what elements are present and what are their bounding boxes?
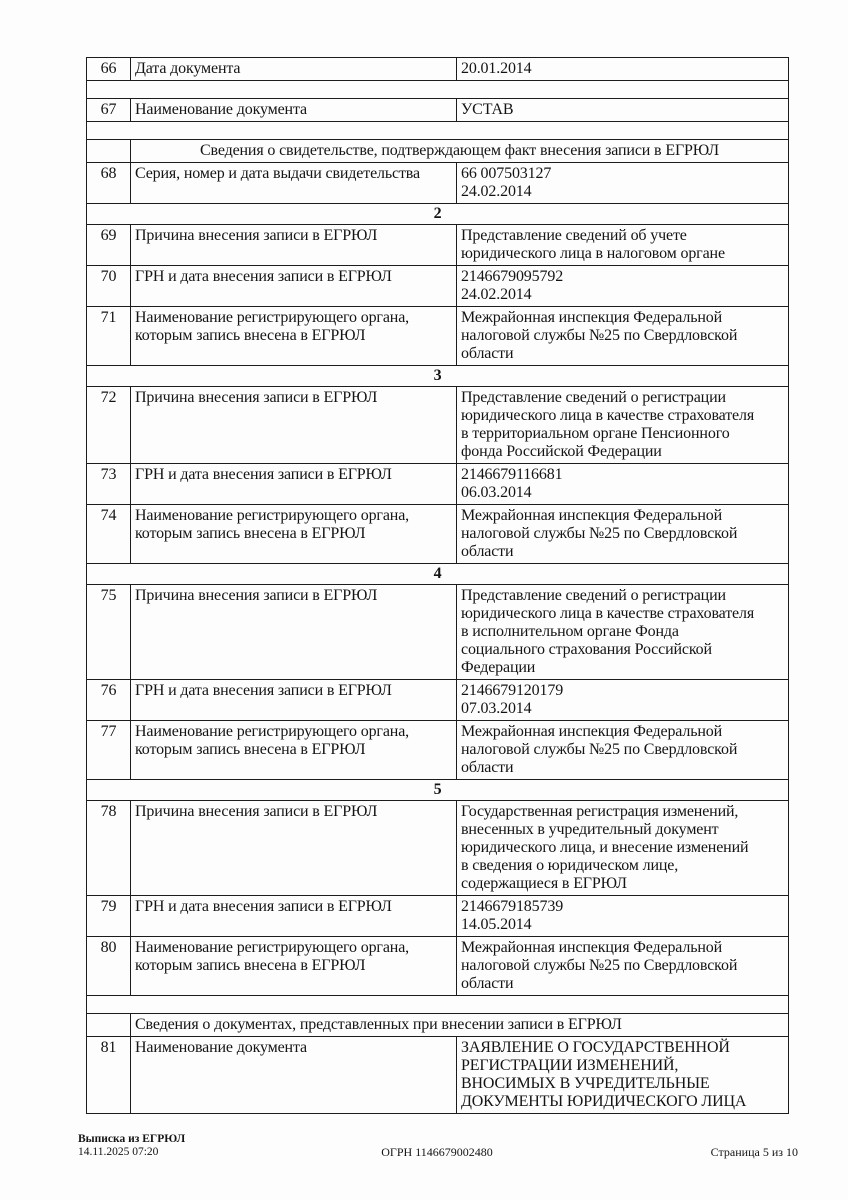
table-row	[87, 58, 789, 81]
field-value: 2146679185739 14.05.2014	[457, 896, 789, 937]
table-row	[87, 163, 789, 204]
row-number: 69	[87, 225, 131, 266]
group-number: 5	[87, 780, 789, 801]
table-row	[87, 464, 789, 505]
footer-ogrn: ОГРН 1146679002480	[381, 1145, 493, 1159]
field-label: Причина внесения записи в ЕГРЮЛ	[131, 585, 457, 680]
group-number: 3	[87, 366, 789, 387]
table-row	[87, 680, 789, 721]
field-value: Представление сведений о регистрации юридического лица в качестве страхователя в территориальном органе Пенсионного фонда Российской Федерации	[457, 387, 789, 464]
footer-page-indicator: Страница 5 из 10	[710, 1145, 798, 1159]
field-value: ЗАЯВЛЕНИЕ О ГОСУДАРСТВЕННОЙ РЕГИСТРАЦИИ ИЗМЕНЕНИЙ, ВНОСИМЫХ В УЧРЕДИТЕЛЬНЫЕ ДОКУМЕНТЫ ЮРИДИЧЕСКОГО ЛИЦА	[457, 1037, 789, 1114]
field-value: Государственная регистрация изменений, внесенных в учредительный документ юридического лица, и внесение изменений в сведения о юридическом лице, содержащиеся в ЕГРЮЛ	[457, 801, 789, 896]
field-label: Наименование документа	[131, 1037, 457, 1114]
section-header-row	[87, 140, 789, 163]
field-label: Причина внесения записи в ЕГРЮЛ	[131, 801, 457, 896]
field-label: ГРН и дата внесения записи в ЕГРЮЛ	[131, 896, 457, 937]
field-value: Межрайонная инспекция Федеральной налоговой службы №25 по Свердловской области	[457, 307, 789, 366]
field-label: Наименование регистрирующего органа, которым запись внесена в ЕГРЮЛ	[131, 721, 457, 780]
field-label: Дата документа	[131, 58, 457, 81]
field-label: Наименование регистрирующего органа, которым запись внесена в ЕГРЮЛ	[131, 505, 457, 564]
field-value: Межрайонная инспекция Федеральной налоговой службы №25 по Свердловской области	[457, 937, 789, 996]
row-number: 72	[87, 387, 131, 464]
table-row	[87, 225, 789, 266]
table-row	[87, 387, 789, 464]
row-number: 81	[87, 1037, 131, 1114]
spacer-row	[87, 81, 789, 99]
group-number: 2	[87, 204, 789, 225]
field-value: Межрайонная инспекция Федеральной налоговой службы №25 по Свердловской области	[457, 721, 789, 780]
footer-datetime: 14.11.2025 07:20	[78, 1145, 159, 1158]
spacer-cell	[87, 122, 789, 140]
field-label: Наименование регистрирующего органа, которым запись внесена в ЕГРЮЛ	[131, 937, 457, 996]
footer-doc-title: Выписка из ЕГРЮЛ	[78, 1133, 186, 1145]
table-row	[87, 307, 789, 366]
group-number-row	[87, 564, 789, 585]
field-value: 66 007503127 24.02.2014	[457, 163, 789, 204]
field-value: УСТАВ	[457, 99, 789, 122]
table-row	[87, 266, 789, 307]
table-row	[87, 937, 789, 996]
field-value: 2146679120179 07.03.2014	[457, 680, 789, 721]
field-value: 2146679095792 24.02.2014	[457, 266, 789, 307]
row-number: 78	[87, 801, 131, 896]
spacer-cell	[87, 996, 789, 1014]
field-label: Наименование документа	[131, 99, 457, 122]
field-value: 2146679116681 06.03.2014	[457, 464, 789, 505]
section-header: Сведения о свидетельстве, подтверждающем факт внесения записи в ЕГРЮЛ	[131, 140, 789, 163]
row-number: 75	[87, 585, 131, 680]
table-row	[87, 896, 789, 937]
spacer-cell	[87, 81, 789, 99]
field-label: Причина внесения записи в ЕГРЮЛ	[131, 387, 457, 464]
row-number: 79	[87, 896, 131, 937]
table-row	[87, 1037, 789, 1114]
row-number: 77	[87, 721, 131, 780]
group-number-row	[87, 204, 789, 225]
section-empty-cell	[87, 140, 131, 163]
table-row	[87, 801, 789, 896]
row-number: 73	[87, 464, 131, 505]
section-empty-cell	[87, 1014, 131, 1037]
field-value: 20.01.2014	[457, 58, 789, 81]
field-label: ГРН и дата внесения записи в ЕГРЮЛ	[131, 680, 457, 721]
field-label: ГРН и дата внесения записи в ЕГРЮЛ	[131, 464, 457, 505]
egrul-table	[86, 57, 789, 1114]
table-row	[87, 721, 789, 780]
field-value: Представление сведений об учете юридического лица в налоговом органе	[457, 225, 789, 266]
table-row	[87, 585, 789, 680]
row-number: 74	[87, 505, 131, 564]
group-number: 4	[87, 564, 789, 585]
row-number: 80	[87, 937, 131, 996]
row-number: 71	[87, 307, 131, 366]
row-number: 66	[87, 58, 131, 81]
group-number-row	[87, 780, 789, 801]
group-number-row	[87, 366, 789, 387]
field-label: Наименование регистрирующего органа, которым запись внесена в ЕГРЮЛ	[131, 307, 457, 366]
field-label: Серия, номер и дата выдачи свидетельства	[131, 163, 457, 204]
field-label: Причина внесения записи в ЕГРЮЛ	[131, 225, 457, 266]
spacer-row	[87, 122, 789, 140]
row-number: 68	[87, 163, 131, 204]
field-label: ГРН и дата внесения записи в ЕГРЮЛ	[131, 266, 457, 307]
field-value: Представление сведений о регистрации юридического лица в качестве страхователя в исполнительном органе Фонда социального страхования Российской Федерации	[457, 585, 789, 680]
row-number: 70	[87, 266, 131, 307]
table-row	[87, 505, 789, 564]
spacer-row	[87, 996, 789, 1014]
table-row	[87, 99, 789, 122]
field-value: Межрайонная инспекция Федеральной налоговой службы №25 по Свердловской области	[457, 505, 789, 564]
section-header: Сведения о документах, представленных при внесении записи в ЕГРЮЛ	[131, 1014, 789, 1037]
row-number: 76	[87, 680, 131, 721]
egrul-table-body	[87, 58, 789, 1114]
section-header-row	[87, 1014, 789, 1037]
row-number: 67	[87, 99, 131, 122]
